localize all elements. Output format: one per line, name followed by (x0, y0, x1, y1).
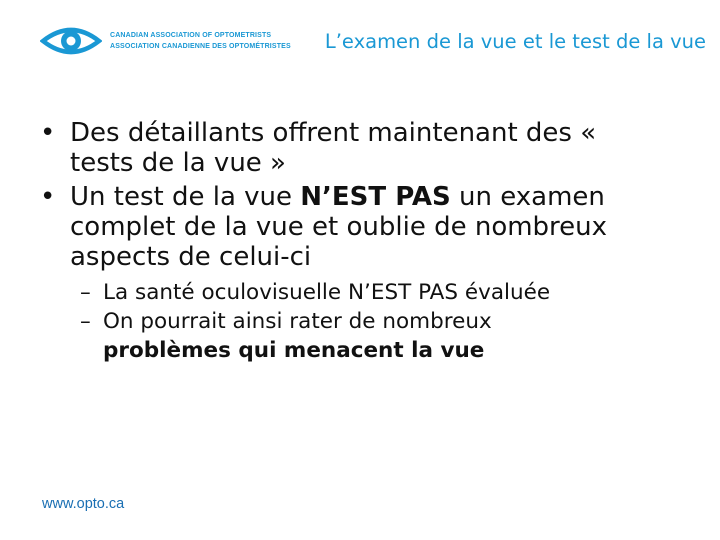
sub-bullet-marker: – (80, 280, 91, 305)
bullet-text-end: un examen complet de la vue et oublie de nombreux aspects de celui-ci (70, 182, 608, 272)
bullet-text-start: Un test de la vue (70, 182, 301, 212)
logo-name-en: CANADIAN ASSOCIATION OF OPTOMETRISTS (110, 32, 272, 39)
footer-url: www.opto.ca (42, 496, 125, 512)
slide-title: L’examen de la vue et le test de la vue (324, 30, 706, 53)
sub-bullet-text: La santé oculovisuelle N’EST PAS évaluée (103, 280, 551, 305)
slide-body (0, 118, 720, 365)
sub-bullet-item (0, 278, 623, 307)
bullet-text: Des détaillants offrent maintenant des « tests de la vue » (70, 118, 597, 178)
eye-icon (40, 22, 102, 60)
bullet-item (0, 118, 660, 178)
logo (40, 22, 291, 60)
bullet-marker: • (40, 182, 56, 212)
logo-text (110, 32, 291, 50)
sub-bullet-item (0, 307, 623, 365)
bullet-item (0, 182, 660, 272)
sub-bullet-text-emphasis: problèmes qui menacent la vue (103, 338, 485, 363)
bullet-marker: • (40, 118, 56, 148)
bullet-text-emphasis: N’EST PAS (300, 182, 451, 212)
logo-name-fr: ASSOCIATION CANADIENNE DES OPTOMÉTRISTES (110, 43, 291, 50)
sub-bullet-marker: – (80, 309, 91, 334)
sub-bullet-text-start: On pourrait ainsi rater de nombreux (103, 309, 492, 334)
